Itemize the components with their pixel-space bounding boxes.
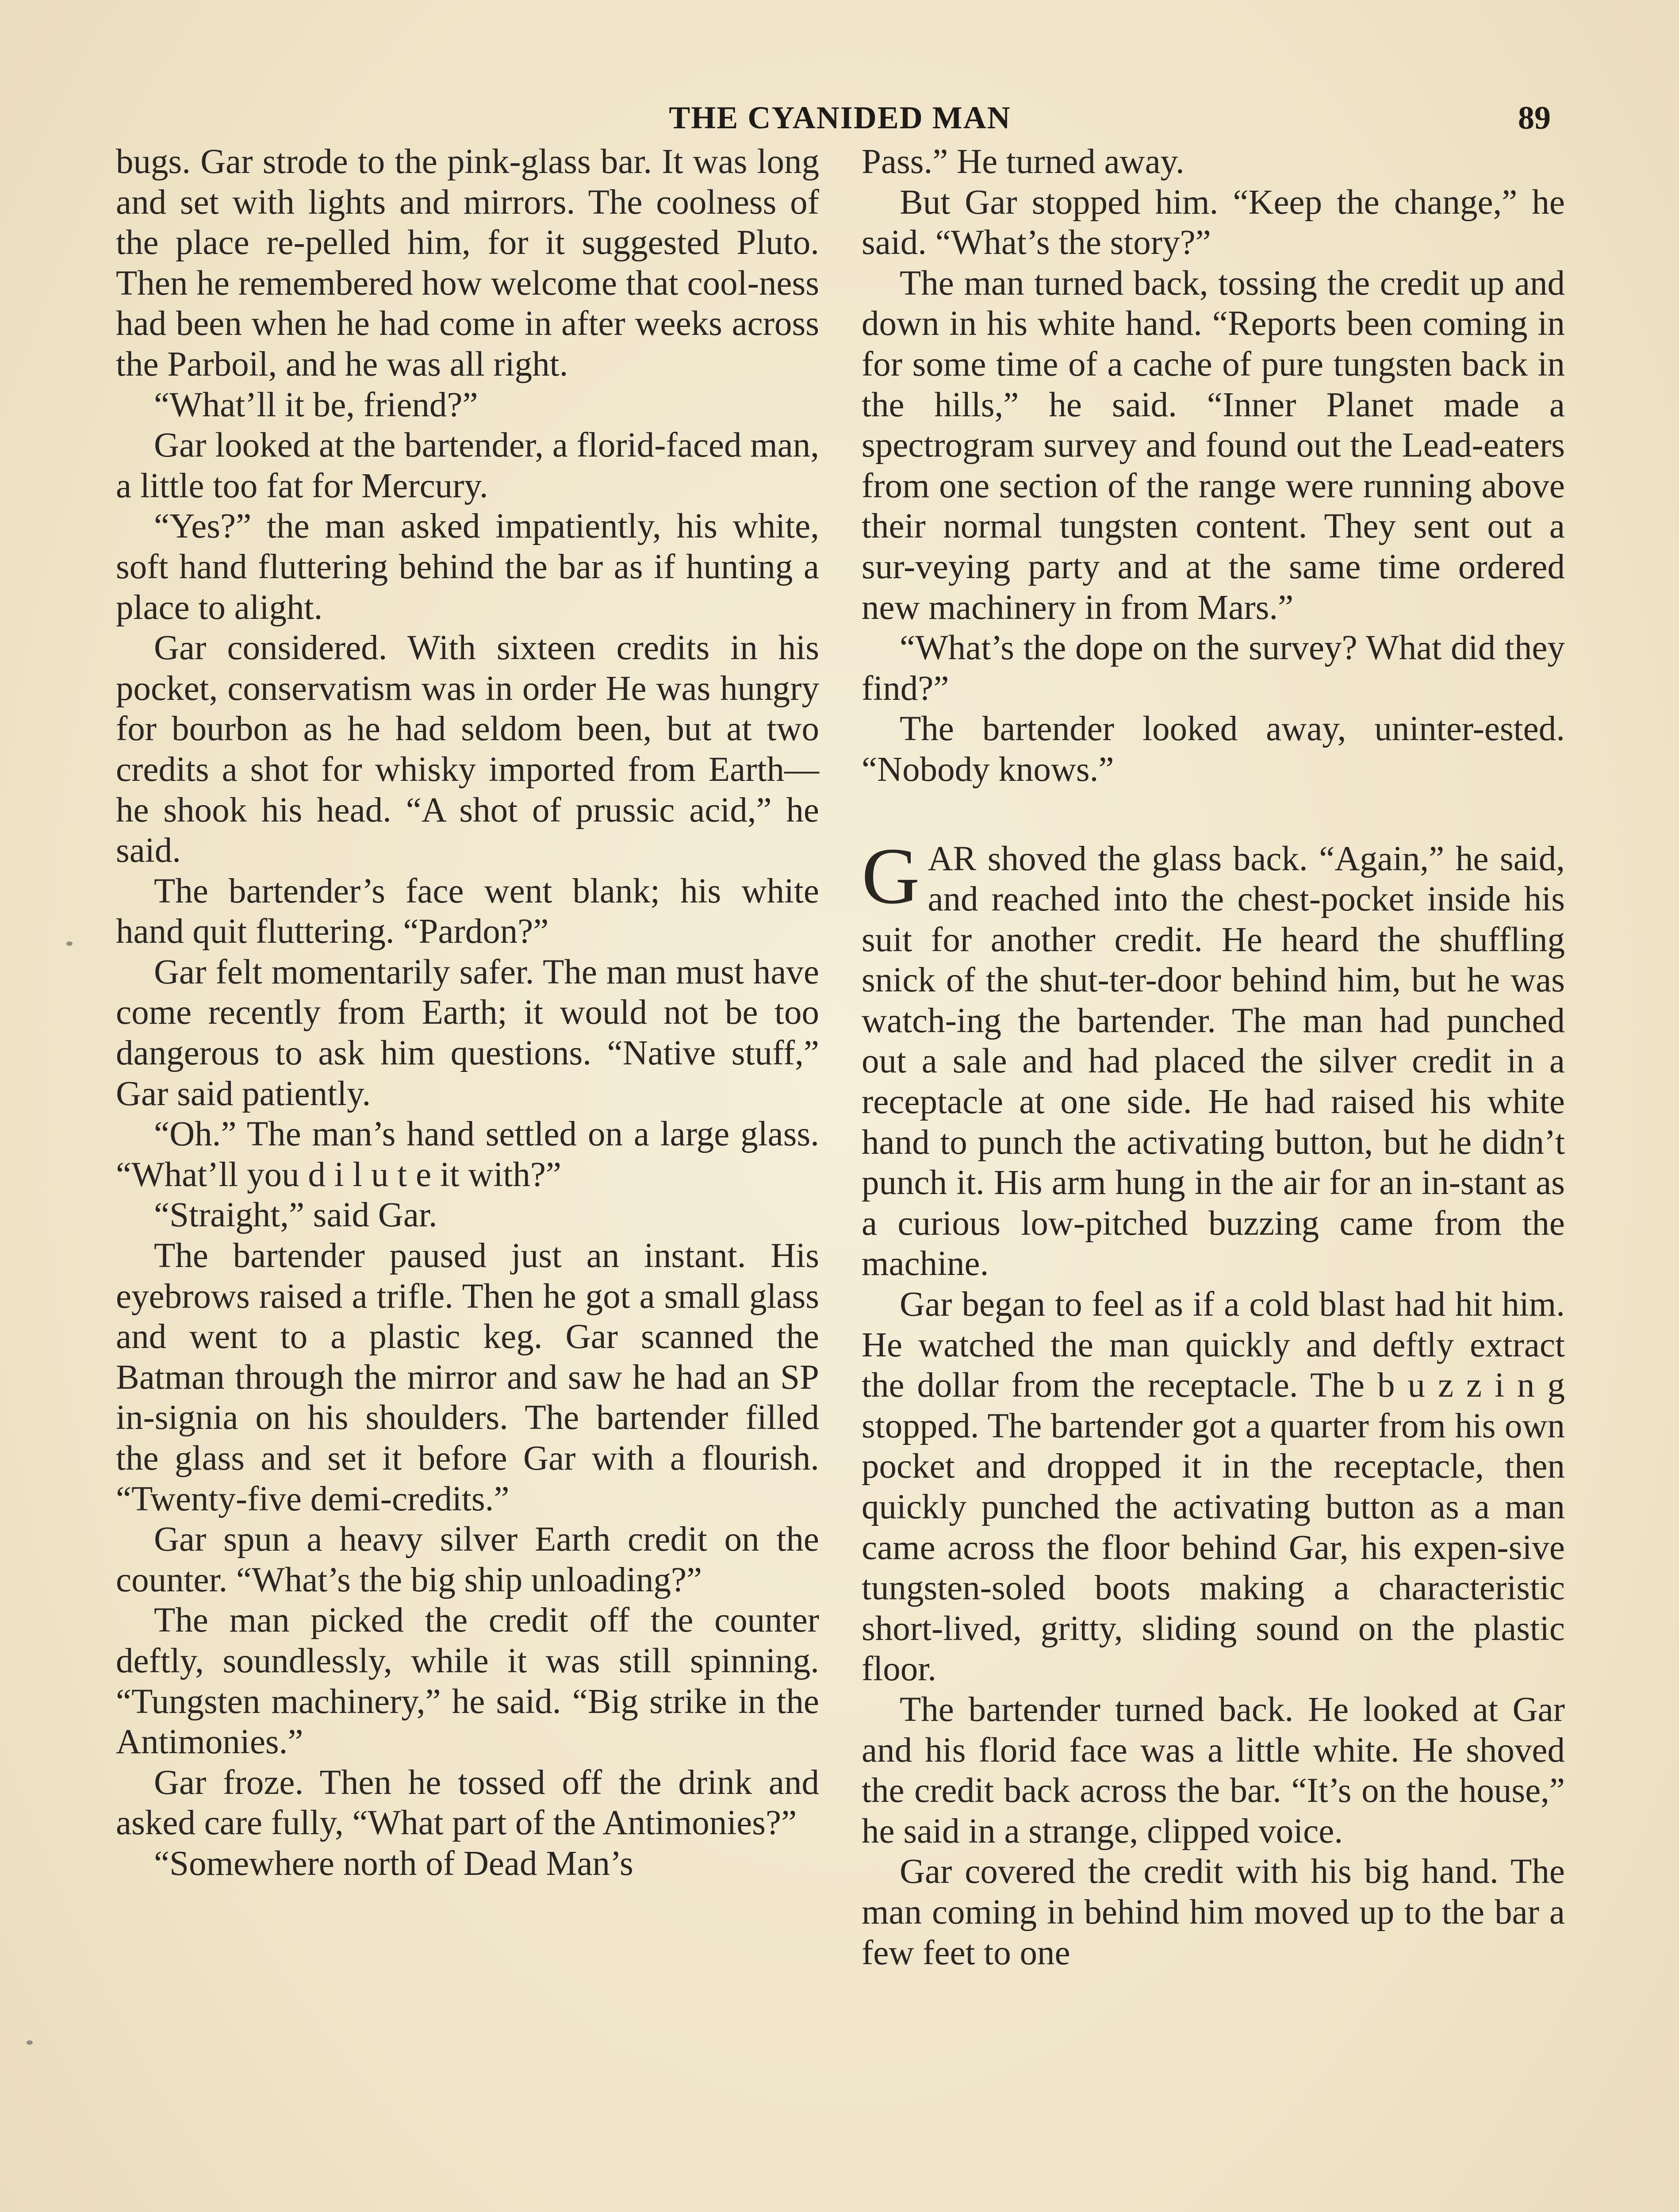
paragraph: Gar felt momentarily safer. The man must have come recently from Earth; it would not be too dangerous to ask him questions. “Native stuff,” Gar said patiently. [116,952,819,1113]
drop-cap-paragraph-text: AR shoved the glass back. “Again,” he said, and reached into the chest-pocket inside his suit for another credit. He heard the shuffling snick of the shut-ter-door behind him, but he was watch-ing the bartender. The man had punched out a sale and had placed the silver credit in a receptacle at one side. He had raised his white hand to punch the activating button, but he didn’t punch it. His arm hung in the air for an in-stant as a curious low-pitched buzzing came from the machine. [862,839,1565,1283]
paragraph: bugs. Gar strode to the pink-glass bar. It was long and set with lights and mirrors. The coolness of the place re-pelled him, for it suggested Pluto. Then he remembered how welcome that cool-ness had been when he had come in after weeks across the Parboil, and he was all right. [116,142,819,384]
paragraph: The bartender paused just an instant. His eyebrows raised a trifle. Then he got a small glass and went to a plastic keg. Gar scanned the Batman through the mirror and saw he had an SP in-signia on his shoulders. The bartender filled the glass and set it before Gar with a flourish. “Twenty-five demi-credits.” [116,1237,819,1518]
right-column [862,142,1565,1973]
right-column-top [862,142,1565,790]
paragraph: The bartender’s face went blank; his white hand quit fluttering. “Pardon?” [116,872,819,951]
paragraph: But Gar stopped him. “Keep the change,” he said. “What’s the story?” [862,183,1565,262]
left-column [116,142,819,1884]
paragraph: Gar considered. With sixteen credits in his pocket, conservatism was in order He was hungry for bourbon as he had seldom been, but at two credits a shot for whisky imported from Earth—he shook his head. “A shot of prussic acid,” he said. [116,629,819,870]
print-speck [66,941,73,946]
paragraph: “Somewhere north of Dead Man’s [154,1844,633,1883]
right-column-bottom [862,1284,1565,1973]
paragraph: The man turned back, tossing the credit up and down in his white hand. “Reports been coming in for some time of a cache of pure tungsten back in the hills,” he said. “Inner Planet made a spectrogram survey and found out the Lead-eaters from one section of the range were running above their normal tungsten content. They sent out a sur-veying party and at the same time ordered new machinery in from Mars.” [862,264,1565,627]
paragraph: “Straight,” said Gar. [154,1196,437,1235]
running-head: THE CYANIDED MAN [669,100,1011,135]
paragraph: Pass.” He turned away. [862,142,1184,181]
paragraph: “Yes?” the man asked impatiently, his white, soft hand fluttering behind the bar as if hunting a place to alight. [116,507,819,627]
paragraph: Gar spun a heavy silver Earth credit on the counter. “What’s the big ship unloading?” [116,1520,819,1599]
drop-cap-letter: G [862,831,920,921]
paragraph: “What’ll it be, friend?” [154,385,478,424]
print-speck [27,2040,33,2045]
paragraph: Gar looked at the bartender, a florid-faced man, a little too fat for Mercury. [116,426,819,505]
paragraph: The bartender looked away, uninter-ested. “Nobody knows.” [862,710,1565,789]
page-number: 89 [1518,100,1551,136]
paragraph: “What’s the dope on the survey? What did they find?” [862,629,1565,708]
paragraph: “Oh.” The man’s hand settled on a large glass. “What’ll you d i l u t e it with?” [116,1115,819,1194]
paragraph: Gar began to feel as if a cold blast had hit him. He watched the man quickly and deftly extract the dollar from the receptacle. The b u z z i n g stopped. The bartender got a quarter from his own pocket and dropped it in the receptacle, then quickly punched the activating button as a man came across the floor behind Gar, his expen-sive tungsten-soled boots making a characteristic short-lived, gritty, sliding sound on the plastic floor. [862,1285,1565,1689]
paragraph: The man picked the credit off the counter deftly, soundlessly, while it was still spinning. “Tungsten machinery,” he said. “Big strike in the Antimonies.” [116,1601,819,1762]
paragraph: The bartender turned back. He looked at Gar and his florid face was a little white. He shoved the credit back across the bar. “It’s on the house,” he said in a strange, clipped voice. [862,1690,1565,1851]
paragraph: Gar froze. Then he tossed off the drink and asked care fully, “What part of the Antimonies?” [116,1763,819,1843]
section-start [862,831,1565,1974]
paragraph: Gar covered the credit with his big hand. The man coming in behind him moved up to the bar a few feet to one [862,1852,1565,1972]
drop-cap-paragraph [862,831,1565,1285]
